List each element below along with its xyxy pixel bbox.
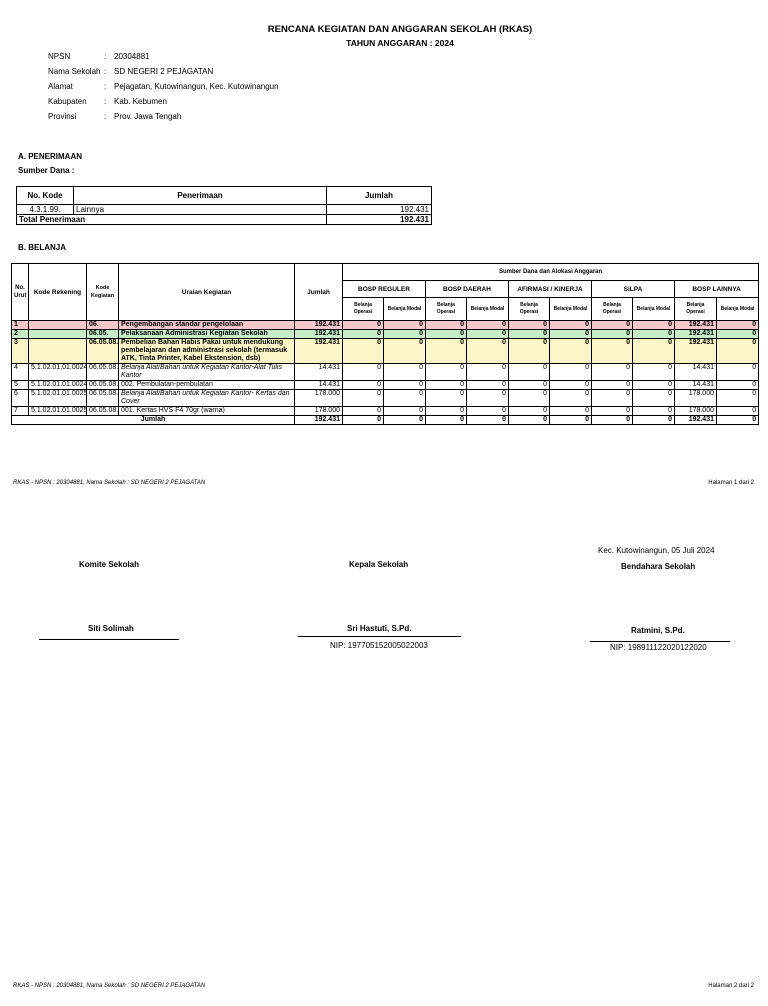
info-alamat: Alamat : Pejagatan, Kutowinangun, Kec. Kutowinangun [48, 82, 279, 91]
penerimaan-table [16, 186, 432, 225]
kepala-signature-line [298, 636, 461, 637]
cell-value: 0 [633, 381, 675, 390]
cell-kode: 4.3.1.99. [17, 205, 74, 215]
cell-value: 0 [384, 321, 426, 330]
sub-modal: Belanja Modal [717, 298, 759, 321]
footer-left-1: RKAS - NPSN : 20304881, Nama Sekolah : SD NEGERI 2 PEJAGATAN [13, 480, 206, 486]
total-value: 0 [467, 416, 509, 425]
table-row [12, 339, 759, 364]
total-value: 192.431 [327, 215, 432, 225]
cell-value: 0 [426, 330, 467, 339]
cell-kode-rekening [29, 330, 87, 339]
cell-jumlah: 178.000 [295, 407, 343, 416]
total-row [17, 215, 432, 225]
info-npsn: NPSN : 20304881 [48, 52, 150, 61]
cell-value: 0 [509, 381, 550, 390]
total-value: 0 [592, 416, 633, 425]
col-kode-kegiatan: Kode Kegiatan [87, 264, 119, 321]
cell-value: 0 [717, 339, 759, 364]
cell-value: 0 [509, 364, 550, 381]
cell-kode-kegiatan: 06.05.08. [87, 364, 119, 381]
cell-no: 6 [12, 390, 29, 407]
group-afirmasi: AFIRMASI / KINERJA [509, 281, 592, 298]
cell-value: 0 [633, 330, 675, 339]
cell-uraian: Pengembangan standar pengelolaan [119, 321, 295, 330]
footer-right-2: Halaman 2 dari 2 [708, 983, 754, 989]
group-bosp-daerah: BOSP DAERAH [426, 281, 509, 298]
cell-value: 0 [717, 330, 759, 339]
cell-value: 0 [633, 407, 675, 416]
info-kabupaten: Kabupaten : Kab. Kebumen [48, 97, 167, 106]
cell-value: 0 [509, 339, 550, 364]
cell-value: 0 [467, 364, 509, 381]
cell-kode-rekening [29, 339, 87, 364]
cell-value: 0 [717, 321, 759, 330]
cell-value: 0 [426, 390, 467, 407]
col-no-urut: No. Urut [12, 264, 29, 321]
cell-value: 0 [633, 321, 675, 330]
cell-jumlah: 192.431 [327, 205, 432, 215]
cell-no: 3 [12, 339, 29, 364]
total-value: 0 [384, 416, 426, 425]
cell-value: 0 [717, 364, 759, 381]
cell-kode-rekening: 5.1.02.01.01.0024 [29, 381, 87, 390]
cell-value: 0 [592, 381, 633, 390]
sumber-dana-label: Sumber Dana : [18, 166, 75, 175]
cell-value: 0 [467, 321, 509, 330]
sub-operasi: Belanja Operasi [509, 298, 550, 321]
cell-value: 0 [467, 330, 509, 339]
col-penerimaan: Penerimaan [74, 187, 327, 205]
table-row [12, 390, 759, 407]
kepala-nip: NIP: 197705152005022003 [330, 641, 428, 650]
bendahara-name: Ratmini, S.Pd. [631, 626, 685, 635]
col-jumlah: Jumlah [327, 187, 432, 205]
col-kode-rekening: Kode Rekening [29, 264, 87, 321]
total-value: 0 [343, 416, 384, 425]
sub-modal: Belanja Modal [550, 298, 592, 321]
cell-value: 0 [343, 381, 384, 390]
group-bosp-lainnya: BOSP LAINNYA [675, 281, 759, 298]
komite-role: Komite Sekolah [79, 560, 140, 569]
cell-value: 0 [467, 390, 509, 407]
header-row-1 [12, 264, 759, 281]
cell-jumlah: 178.000 [295, 390, 343, 407]
cell-value: 0 [592, 390, 633, 407]
total-label: Jumlah [12, 416, 295, 425]
cell-value: 0 [592, 364, 633, 381]
sub-operasi: Belanja Operasi [426, 298, 467, 321]
cell-value: 0 [717, 381, 759, 390]
cell-uraian: 001. Kertas HVS F4 70gr (warna) [119, 407, 295, 416]
cell-kode-rekening [29, 321, 87, 330]
komite-name: Siti Solimah [88, 624, 134, 633]
cell-value: 14.431 [675, 364, 717, 381]
cell-value: 0 [509, 390, 550, 407]
cell-value: 192.431 [675, 321, 717, 330]
info-nama-sekolah: Nama Sekolah : SD NEGERI 2 PEJAGATAN [48, 67, 214, 76]
cell-value: 0 [633, 364, 675, 381]
cell-no: 1 [12, 321, 29, 330]
cell-uraian: 002. Pembulatan-pembulatan [119, 381, 295, 390]
bendahara-nip: NIP: 198911122020122020 [610, 643, 707, 652]
total-value: 0 [717, 416, 759, 425]
cell-kode-rekening: 5.1.02.01.01.0025 [29, 390, 87, 407]
footer-left-2: RKAS - NPSN : 20304881, Nama Sekolah : SD NEGERI 2 PEJAGATAN [13, 983, 206, 989]
cell-value: 0 [384, 390, 426, 407]
belanja-body [12, 321, 759, 425]
cell-value: 0 [343, 330, 384, 339]
cell-kode-kegiatan: 06.05.08. [87, 390, 119, 407]
col-uraian: Uraian Kegiatan [119, 264, 295, 321]
bendahara-role: Bendahara Sekolah [621, 562, 696, 571]
page-title: RENCANA KEGIATAN DAN ANGGARAN SEKOLAH (RKAS) [267, 24, 533, 35]
cell-kode-kegiatan: 06. [87, 321, 119, 330]
cell-value: 192.431 [675, 339, 717, 364]
cell-value: 0 [384, 339, 426, 364]
cell-value: 0 [592, 321, 633, 330]
total-jumlah: 192.431 [295, 416, 343, 425]
penerimaan-heading: A. PENERIMAAN [18, 152, 83, 161]
table-header-row [17, 187, 432, 205]
cell-value: 0 [509, 321, 550, 330]
cell-value: 178.000 [675, 390, 717, 407]
sub-modal: Belanja Modal [467, 298, 509, 321]
col-no-kode: No. Kode [17, 187, 74, 205]
cell-value: 0 [384, 407, 426, 416]
cell-kode-rekening: 5.1.02.01.01.0025 [29, 407, 87, 416]
cell-value: 0 [717, 407, 759, 416]
cell-value: 0 [467, 339, 509, 364]
cell-kode-kegiatan: 06.05.08. [87, 381, 119, 390]
cell-value: 0 [426, 407, 467, 416]
cell-value: 0 [384, 330, 426, 339]
cell-jumlah: 192.431 [295, 330, 343, 339]
sub-operasi: Belanja Operasi [343, 298, 384, 321]
place-date: Kec. Kutowinangun, 05 Juli 2024 [598, 546, 715, 555]
cell-value: 0 [592, 330, 633, 339]
cell-value: 0 [550, 390, 592, 407]
table-row [12, 381, 759, 390]
table-row [12, 407, 759, 416]
total-value: 0 [633, 416, 675, 425]
group-bosp-reguler: BOSP REGULER [343, 281, 426, 298]
total-label: Total Penerimaan [17, 215, 327, 225]
cell-value: 0 [717, 390, 759, 407]
cell-value: 0 [633, 390, 675, 407]
footer-right-1: Halaman 1 dari 2 [708, 480, 754, 486]
info-provinsi: Provinsi : Prov. Jawa Tengah [48, 112, 182, 121]
cell-value: 0 [426, 339, 467, 364]
cell-value: 0 [550, 339, 592, 364]
cell-kode-kegiatan: 06.05.08. [87, 407, 119, 416]
kepala-role: Kepala Sekolah [349, 560, 409, 569]
table-row [17, 205, 432, 215]
belanja-heading: B. BELANJA [18, 243, 67, 252]
cell-value: 0 [343, 390, 384, 407]
belanja-table [11, 263, 759, 425]
total-row [12, 416, 759, 425]
cell-jumlah: 192.431 [295, 339, 343, 364]
school-info [48, 49, 279, 124]
cell-kode-kegiatan: 06.05.08. [87, 339, 119, 364]
cell-value: 0 [384, 381, 426, 390]
table-row [12, 364, 759, 381]
cell-value: 0 [343, 339, 384, 364]
table-row [12, 330, 759, 339]
group-silpa: SiLPA [592, 281, 675, 298]
cell-value: 0 [550, 381, 592, 390]
sub-modal: Belanja Modal [384, 298, 426, 321]
cell-no: 5 [12, 381, 29, 390]
cell-value: 0 [426, 321, 467, 330]
cell-value: 178.000 [675, 407, 717, 416]
cell-value: 0 [509, 330, 550, 339]
col-jumlah: Jumlah [295, 264, 343, 321]
sub-operasi: Belanja Operasi [592, 298, 633, 321]
cell-kode-rekening: 5.1.02.01.01.0024 [29, 364, 87, 381]
cell-nama: Lainnya [74, 205, 327, 215]
cell-no: 4 [12, 364, 29, 381]
cell-value: 0 [467, 381, 509, 390]
cell-value: 0 [384, 364, 426, 381]
cell-value: 0 [592, 339, 633, 364]
bendahara-signature-line [590, 641, 730, 642]
cell-value: 0 [633, 339, 675, 364]
cell-value: 0 [509, 407, 550, 416]
cell-value: 192.431 [675, 330, 717, 339]
cell-no: 2 [12, 330, 29, 339]
cell-jumlah: 192.431 [295, 321, 343, 330]
total-value: 0 [426, 416, 467, 425]
cell-value: 0 [550, 330, 592, 339]
page-subtitle: TAHUN ANGGARAN : 2024 [346, 38, 454, 48]
cell-value: 0 [426, 364, 467, 381]
cell-uraian: Belanja Alat/Bahan untuk Kegiatan Kantor-Alat Tulis Kantor [119, 364, 295, 381]
komite-signature-line [39, 639, 179, 640]
total-value: 192.431 [675, 416, 717, 425]
cell-kode-kegiatan: 06.05. [87, 330, 119, 339]
cell-jumlah: 14.431 [295, 381, 343, 390]
cell-no: 7 [12, 407, 29, 416]
cell-value: 0 [343, 321, 384, 330]
cell-value: 14.431 [675, 381, 717, 390]
cell-value: 0 [550, 407, 592, 416]
table-row [12, 321, 759, 330]
cell-uraian: Pembelian Bahan Habis Pakai untuk mendukung pembelajaran dan administrasi sekolah (termasuk ATK, Tinta Printer, Kabel Ekstension, dsb) [119, 339, 295, 364]
cell-value: 0 [343, 407, 384, 416]
cell-uraian: Pelaksanaan Administrasi Kegiatan Sekolah [119, 330, 295, 339]
cell-uraian: Belanja Alat/Bahan untuk Kegiatan Kantor- Kertas dan Cover [119, 390, 295, 407]
sub-operasi: Belanja Operasi [675, 298, 717, 321]
cell-value: 0 [592, 407, 633, 416]
sub-modal: Belanja Modal [633, 298, 675, 321]
col-sumber-dana: Sumber Dana dan Alokasi Anggaran [343, 264, 759, 281]
cell-jumlah: 14.431 [295, 364, 343, 381]
total-value: 0 [550, 416, 592, 425]
total-value: 0 [509, 416, 550, 425]
cell-value: 0 [343, 364, 384, 381]
cell-value: 0 [467, 407, 509, 416]
cell-value: 0 [550, 321, 592, 330]
cell-value: 0 [550, 364, 592, 381]
cell-value: 0 [426, 381, 467, 390]
kepala-name: Sri Hastuti, S.Pd. [347, 624, 412, 633]
